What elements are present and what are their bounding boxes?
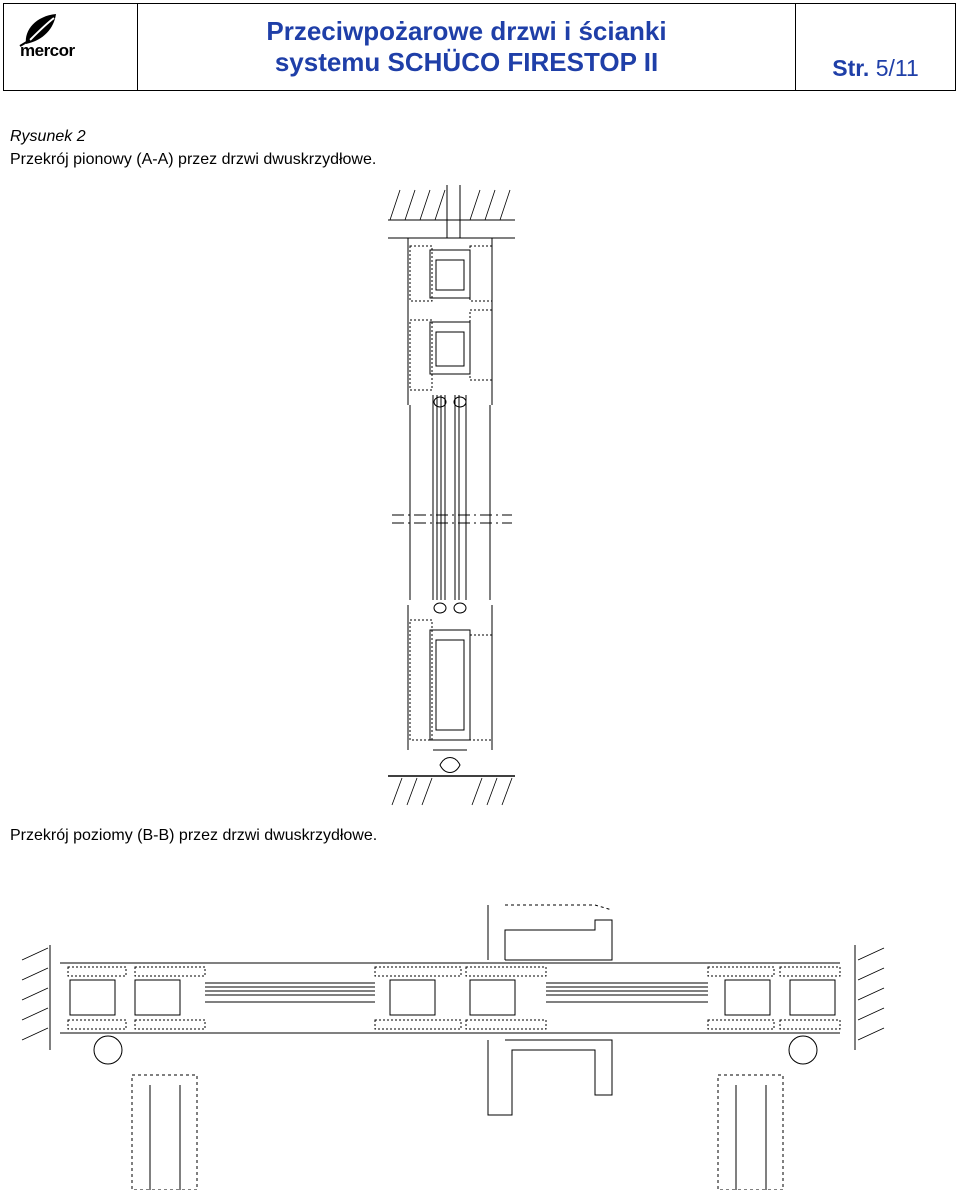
title-line-1: Przeciwpożarowe drzwi i ścianki <box>266 16 667 46</box>
page-cell <box>796 4 955 90</box>
caption-horizontal-section: Przekrój poziomy (B-B) przez drzwi dwuskrzydłowe. <box>10 827 378 844</box>
vertical-section-drawing <box>0 180 960 820</box>
logo-cell <box>4 4 138 90</box>
title-cell <box>138 4 796 90</box>
page-number: 5/11 <box>875 55 919 81</box>
horizontal-section-drawing <box>0 870 960 1190</box>
title-line-2: systemu SCHÜCO FIRESTOP II <box>274 47 659 77</box>
page-prefix: Str. <box>832 55 870 81</box>
figure-label: Rysunek 2 <box>10 128 86 145</box>
document-header <box>3 3 956 91</box>
page-indicator <box>832 55 919 82</box>
caption-vertical-section: Przekrój pionowy (A-A) przez drzwi dwuskrzydłowe. <box>10 151 377 168</box>
logo-wordmark: mercor <box>20 41 75 60</box>
